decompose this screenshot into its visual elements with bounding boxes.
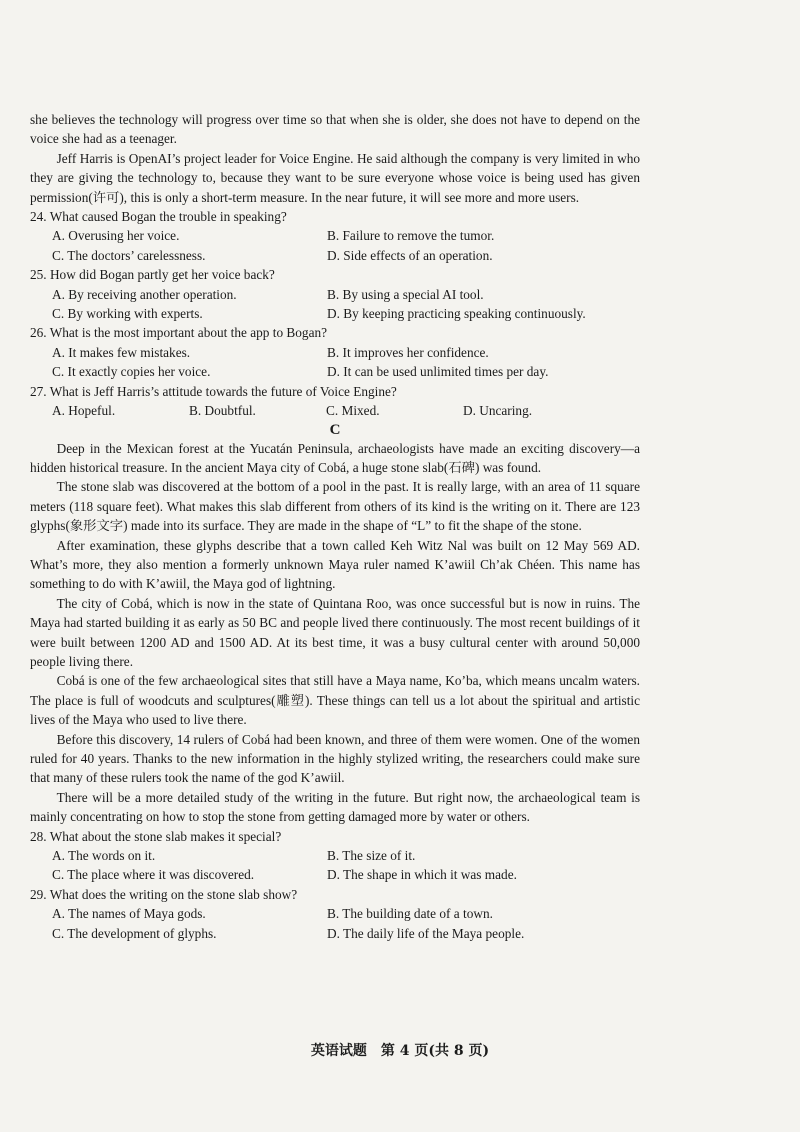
passage-c-paragraph: Deep in the Mexican forest at the Yucatán Peninsula, archaeologists have made an exciting discovery—a hidden historical treasure. In the ancient Maya city of Cobá, a huge stone slab(石碑) was found.	[30, 440, 640, 475]
question-stem: 27. What is Jeff Harris’s attitude towards the future of Voice Engine?	[30, 383, 397, 399]
option: B. The building date of a town.	[327, 906, 493, 922]
question-options	[52, 846, 640, 885]
option: B. Failure to remove the tumor.	[327, 228, 495, 244]
question-options	[52, 401, 640, 420]
option: B. By using a special AI tool.	[327, 286, 484, 302]
question-stem: 24. What caused Bogan the trouble in speaking?	[30, 209, 287, 225]
question-options	[52, 904, 640, 943]
page-content	[30, 110, 640, 943]
question-options	[52, 285, 640, 324]
option: D. It can be used unlimited times per day.	[327, 364, 549, 380]
passage-b-paragraph: she believes the technology will progress over time so that when she is older, she does not have to depend on the voice she had as a teenager.	[30, 112, 640, 147]
question-stem: 25. How did Bogan partly get her voice back?	[30, 267, 275, 283]
option: C. The development of glyphs.	[52, 925, 217, 941]
option: A. The names of Maya gods.	[52, 906, 206, 922]
option: C. The doctors’ carelessness.	[52, 247, 206, 263]
passage-c-paragraph: Cobá is one of the few archaeological sites that still have a Maya name, Ko’ba, which means uncalm waters. The place is full of woodcuts and sculptures(雕塑). These things can tell us a lot about the spiritual and artistic lives of the Maya who used to live there.	[30, 673, 640, 728]
section-heading: C	[329, 421, 341, 438]
option: C. Mixed.	[326, 403, 380, 419]
option: A. Hopeful.	[52, 403, 116, 419]
option: D. By keeping practicing speaking continuously.	[327, 306, 586, 322]
option: A. It makes few mistakes.	[52, 344, 191, 360]
passage-c-paragraph: The stone slab was discovered at the bottom of a pool in the past. It is really large, with an area of 11 square meters (118 square feet). What makes this slab different from others of its kind is the writing on it. There are 123 glyphs(象形文字) made into its surface. They are made in the shape of “L” to fit the shape of the stone.	[30, 479, 640, 534]
passage-c-paragraph: There will be a more detailed study of the writing in the future. But right now, the archaeological team is mainly concentrating on how to stop the stone from getting damaged more by water or others.	[30, 789, 640, 825]
question-options	[52, 343, 640, 382]
option: D. The daily life of the Maya people.	[327, 925, 525, 941]
option: A. By receiving another operation.	[52, 286, 237, 302]
option: C. It exactly copies her voice.	[52, 364, 211, 380]
option: A. Overusing her voice.	[52, 228, 180, 244]
option: D. The shape in which it was made.	[327, 867, 517, 883]
option: C. By working with experts.	[52, 306, 203, 322]
passage-c-paragraph: After examination, these glyphs describe that a town called Keh Witz Nal was built on 12 May 569 AD. What’s more, they also mention a formerly unknown Maya ruler named K’awiil Ch’ak Chéen. This name has something to do with K’awiil, the Maya god of lightning.	[30, 537, 640, 592]
question-stem: 26. What is the most important about the app to Bogan?	[30, 325, 328, 341]
option: B. The size of it.	[327, 848, 416, 864]
question-stem: 29. What does the writing on the stone slab show?	[30, 886, 298, 902]
passage-b-paragraph: Jeff Harris is OpenAI’s project leader for Voice Engine. He said although the company is very limited in who they are giving the technology to, because they want to be sure everyone whose voice is being used has given permission(许可), this is only a short-term measure. In the near future, it will see more and more users.	[30, 150, 640, 205]
page-footer: 英语试题 第 4 页(共 8 页)	[310, 1043, 490, 1059]
option: B. Doubtful.	[189, 403, 256, 419]
option: D. Uncaring.	[463, 403, 533, 419]
option: A. The words on it.	[52, 848, 156, 864]
passage-c-paragraph: Before this discovery, 14 rulers of Cobá had been known, and three of them were women. One of the women ruled for 40 years. Thanks to the new information in the highly stylized writing, the researchers could make sure that many of these rulers took the name of the god K’awiil.	[30, 731, 640, 786]
question-options	[52, 226, 640, 265]
passage-c-paragraph: The city of Cobá, which is now in the state of Quintana Roo, was once successful but is now in ruins. The Maya had started building it as early as 50 BC and people lived there continuously. The most recent buildings of it were built between 1200 AD and 1500 AD. At its best time, it was a busy cultural center with around 50,000 people living there.	[30, 595, 640, 669]
question-stem: 28. What about the stone slab makes it special?	[30, 828, 282, 844]
option: B. It improves her confidence.	[327, 344, 489, 360]
option: C. The place where it was discovered.	[52, 867, 255, 883]
option: D. Side effects of an operation.	[327, 247, 493, 263]
